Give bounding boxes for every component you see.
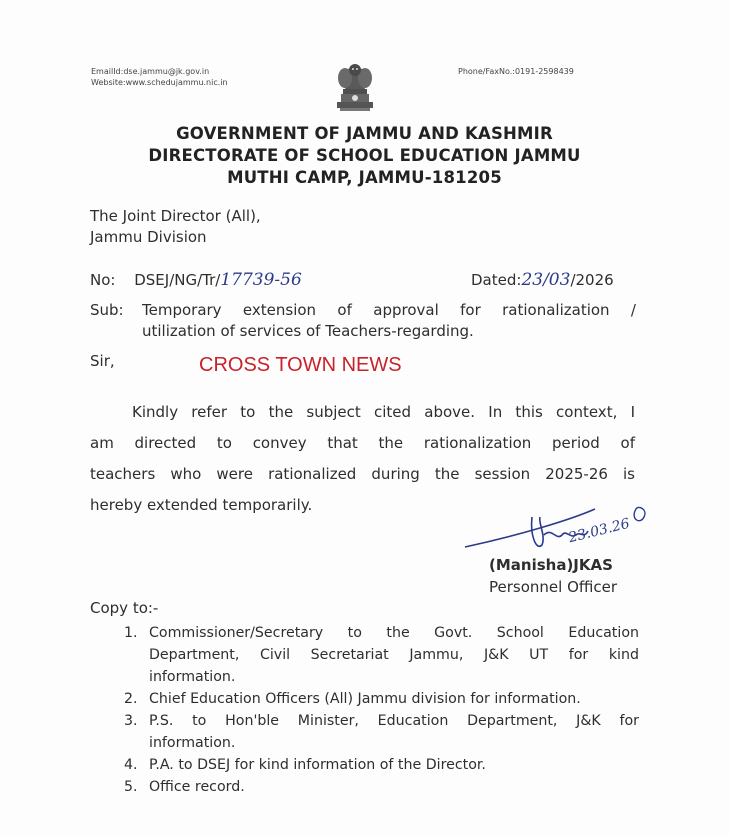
phone-text: Phone/FaxNo.:0191-2598439 xyxy=(458,67,574,76)
paragraph-line-3: teachers who were rationalized during the session 2025-26 is xyxy=(90,465,635,483)
website-text: Website:www.schedujammu.nic.in xyxy=(91,78,228,87)
copy-heading: Copy to:- xyxy=(90,599,159,617)
copy-item-number: 5. xyxy=(124,779,138,795)
signatory-designation: Personnel Officer xyxy=(489,578,618,596)
header-line-1: GOVERNMENT OF JAMMU AND KASHMIR xyxy=(176,124,553,143)
contact-left xyxy=(91,66,228,88)
paragraph-line-1: Kindly refer to the subject cited above. In this context, I xyxy=(132,403,635,421)
copy-item-number: 3. xyxy=(124,713,138,729)
copy-item-number: 2. xyxy=(124,691,138,707)
reference-date xyxy=(471,270,614,290)
copy-item xyxy=(124,622,644,688)
header-line-2: DIRECTORATE OF SCHOOL EDUCATION JAMMU xyxy=(148,146,581,165)
signature-date: 23.03.26 xyxy=(566,515,632,547)
recipient-line-1: The Joint Director (All), xyxy=(90,207,261,225)
contact-right xyxy=(458,66,574,77)
copy-item-line: Department, Civil Secretariat Jammu, J&K UT for kind xyxy=(149,647,639,663)
salutation: Sir, xyxy=(90,352,115,370)
dated-label: Dated: xyxy=(471,271,522,289)
no-handwritten: 17739-56 xyxy=(220,270,302,290)
dated-handwritten: 23/03 xyxy=(521,270,571,290)
copy-item xyxy=(124,710,644,754)
subject-line-2: utilization of services of Teachers-regarding. xyxy=(142,322,474,340)
copy-item-line: Commissioner/Secretary to the Govt. School Education xyxy=(149,625,639,641)
no-prefix: DSEJ/NG/Tr/ xyxy=(134,271,221,289)
copy-item-line: P.A. to DSEJ for kind information of the Director. xyxy=(149,757,486,773)
cross-town-news-watermark: CROSS TOWN NEWS xyxy=(199,354,402,376)
no-label: No: xyxy=(90,271,116,289)
paragraph-line-2: am directed to convey that the rationalization period of xyxy=(90,434,635,452)
copy-item-line: information. xyxy=(149,669,236,685)
subject-label: Sub: xyxy=(90,301,124,319)
dated-year: /2026 xyxy=(570,271,614,289)
recipient-line-2: Jammu Division xyxy=(90,228,207,246)
copy-item xyxy=(124,776,644,798)
copy-item xyxy=(124,754,644,776)
copy-item-line: P.S. to Hon'ble Minister, Education Department, J&K for xyxy=(149,713,639,729)
paragraph-line-4: hereby extended temporarily. xyxy=(90,496,313,514)
signatory-name: (Manisha)JKAS xyxy=(489,556,613,574)
copy-item xyxy=(124,688,644,710)
copy-item-number: 1. xyxy=(124,625,138,641)
copy-item-line: Office record. xyxy=(149,779,245,795)
reference-no xyxy=(90,270,302,290)
national-emblem-icon xyxy=(331,58,379,116)
copy-item-number: 4. xyxy=(124,757,138,773)
subject-line-1: Temporary extension of approval for rationalization / xyxy=(142,301,636,319)
email-text: EmailId:dse.jammu@jk.gov.in xyxy=(91,67,210,76)
copy-item-line: information. xyxy=(149,735,236,751)
copy-item-line: Chief Education Officers (All) Jammu division for information. xyxy=(149,691,581,707)
header-line-3: MUTHI CAMP, JAMMU-181205 xyxy=(227,168,502,187)
